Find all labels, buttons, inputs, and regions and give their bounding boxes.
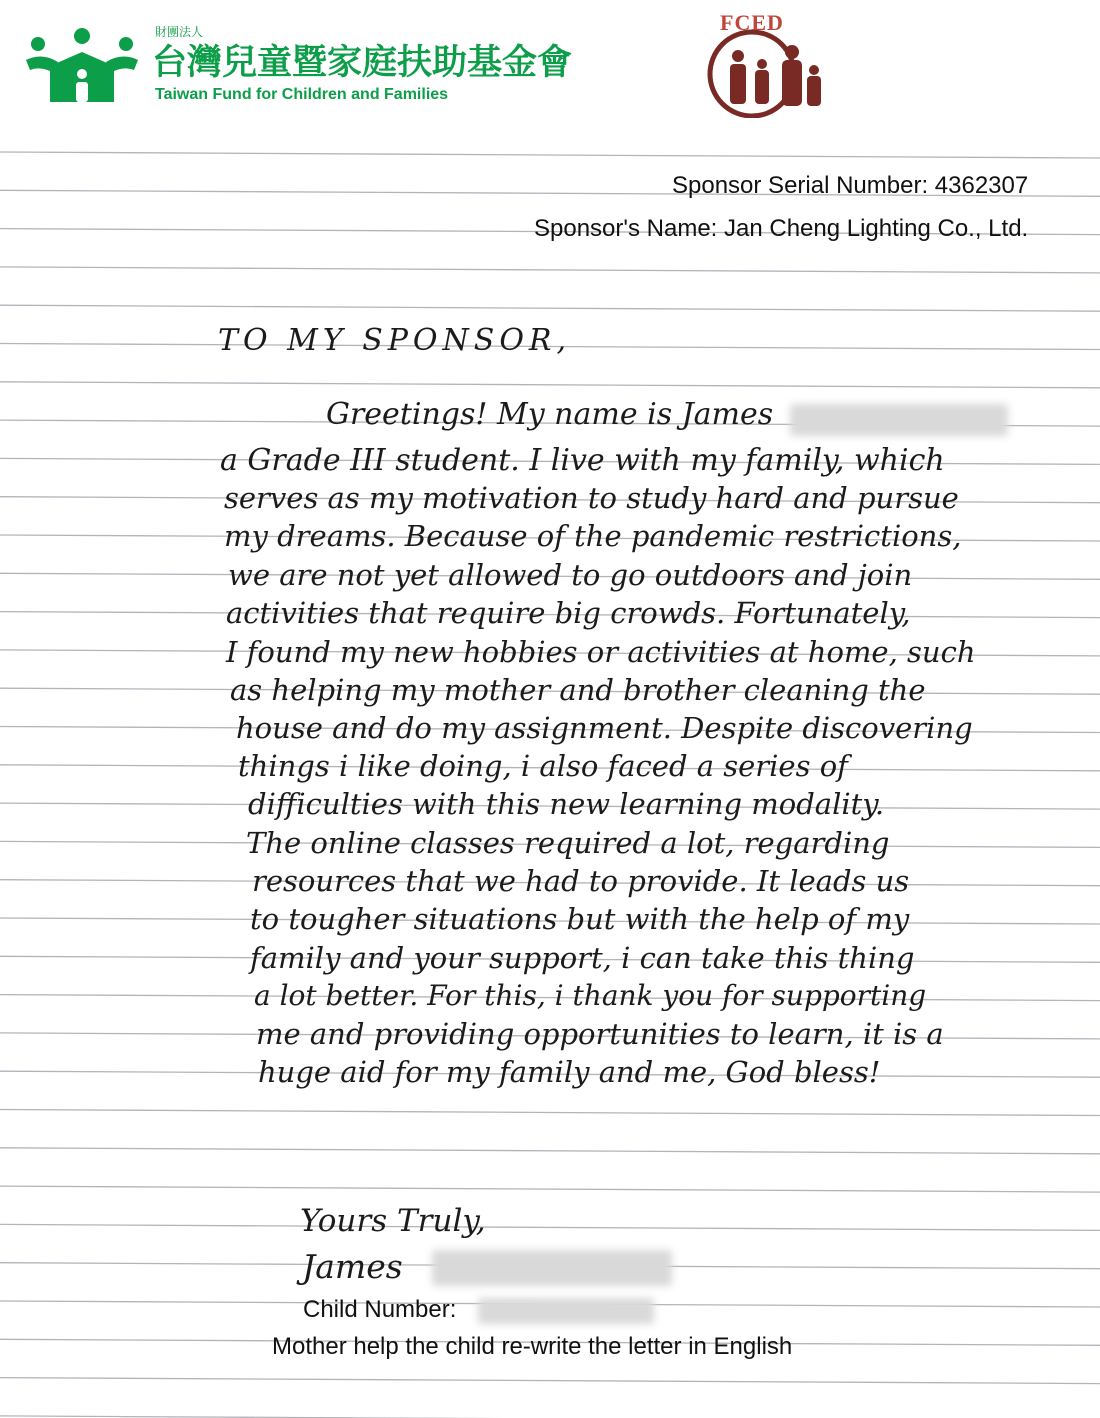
letter-line: house and do my assignment. Despite discovering — [236, 711, 973, 745]
signature-name: James — [302, 1247, 403, 1286]
ruled-line — [0, 1148, 1100, 1154]
letter-line: I found my new hobbies or activities at home, such — [226, 635, 976, 669]
letter-line: to tougher situations but with the help of my — [250, 902, 910, 936]
org-name-zh: 台灣兒童暨家庭扶助基金會 — [152, 43, 573, 83]
org-prefix: 財團法人 — [155, 25, 204, 39]
letter-line: Greetings! My name is James — [326, 397, 774, 432]
letter-line: a Grade III student. I live with my family, which — [220, 443, 945, 478]
letter-line: difficulties with this new learning modality. — [248, 787, 885, 821]
ruled-line — [0, 1378, 1100, 1384]
letter-closing: Yours Truly, — [300, 1203, 486, 1239]
letter-line: a lot better. For this, i thank you for supporting — [254, 979, 927, 1012]
letter-line: huge aid for my family and me, God bless! — [258, 1055, 881, 1089]
footer-note: Mother help the child re-write the letter in English — [272, 1333, 793, 1360]
letter-line: as helping my mother and brother cleaning the — [230, 673, 926, 707]
sponsor-serial-number: Sponsor Serial Number: 4362307 — [672, 172, 1029, 199]
ruled-line — [0, 152, 1100, 158]
letter-line: serves as my motivation to study hard and pursue — [224, 481, 959, 515]
sponsor-name: Sponsor's Name: Jan Cheng Lighting Co., Ltd. — [534, 215, 1029, 242]
ruled-line — [0, 1224, 1100, 1230]
ruled-line — [0, 382, 1100, 388]
letter-salutation: TO MY SPONSOR, — [218, 323, 572, 358]
ruled-line — [0, 1110, 1100, 1116]
redacted-child-number — [478, 1298, 654, 1324]
org-name-en: Taiwan Fund for Children and Families — [155, 86, 449, 103]
letter-line: we are not yet allowed to go outdoors and join — [228, 558, 913, 592]
letter-line: things i like doing, i also faced a series of — [238, 749, 848, 783]
ruled-line — [0, 305, 1100, 311]
redacted-surname — [790, 404, 1008, 436]
child-number-label: Child Number: — [303, 1296, 457, 1323]
letter-line: activities that require big crowds. Fortunately, — [226, 596, 911, 630]
letter-line: The online classes required a lot, regarding — [246, 826, 890, 860]
ruled-line — [0, 1186, 1100, 1192]
ruled-line — [0, 267, 1100, 273]
org-logo — [22, 22, 142, 104]
letter-line: resources that we had to provide. It leads us — [252, 864, 910, 898]
letter-line: me and providing opportunities to learn, it is a — [256, 1017, 944, 1051]
family-tree-icon — [22, 22, 142, 104]
redacted-signature-surname — [432, 1250, 672, 1286]
fced-badge-text: FCED — [720, 10, 784, 35]
fced-badge — [700, 8, 840, 118]
letter-line: family and your support, i can take this thing — [250, 941, 915, 975]
letter-line: my dreams. Because of the pandemic restrictions, — [224, 519, 962, 553]
